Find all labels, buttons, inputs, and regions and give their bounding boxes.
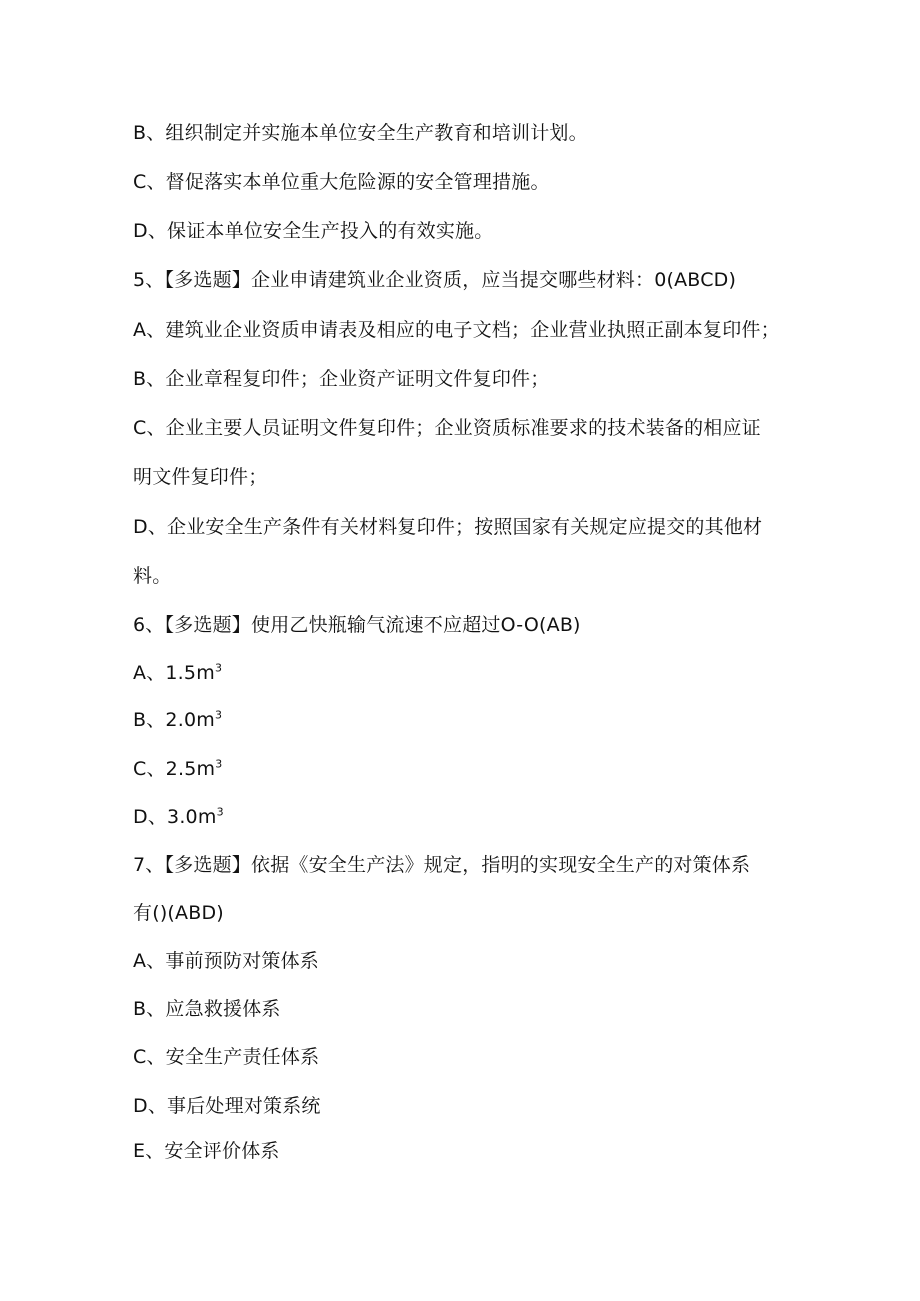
line-text: A、1.5m (133, 662, 215, 684)
text-line (133, 515, 762, 539)
line-text: 明文件复印件； (133, 466, 268, 488)
text-line (133, 901, 224, 925)
line-text: C、企业主要人员证明文件复印件；企业资质标准要求的技术装备的相应证 (133, 417, 761, 439)
line-text: C、2.5m (133, 758, 216, 780)
line-text: A、建筑业企业资质申请表及相应的电子文档；企业营业执照正副本复印件； (133, 319, 780, 341)
text-line (133, 1094, 321, 1118)
superscript: 3 (215, 757, 223, 771)
line-text: D、事后处理对策系统 (133, 1095, 321, 1117)
line-text: D、企业安全生产条件有关材料复印件；按照国家有关规定应提交的其他材 (133, 516, 763, 538)
line-text: B、企业章程复印件；企业资产证明文件复印件； (133, 368, 550, 390)
text-line (133, 805, 224, 829)
line-text: 料。 (133, 565, 172, 587)
line-text: B、2.0m (133, 709, 215, 731)
line-text: E、安全评价体系 (133, 1140, 280, 1162)
text-line (133, 1139, 280, 1163)
line-text: A、事前预防对策体系 (133, 950, 319, 972)
line-text: C、督促落实本单位重大危险源的安全管理措施。 (133, 171, 550, 193)
text-line (133, 121, 588, 145)
line-text: 5、【多选题】企业申请建筑业企业资质，应当提交哪些材料：0(ABCD) (133, 269, 737, 291)
text-line (133, 661, 222, 685)
question-6-line (133, 613, 581, 637)
line-text: 7、【多选题】依据《安全生产法》规定，指明的实现安全生产的对策体系 (133, 854, 751, 876)
text-line (133, 219, 493, 243)
line-text: B、组织制定并实施本单位安全生产教育和培训计划。 (133, 122, 588, 144)
question-5-line (133, 268, 736, 292)
superscript: 3 (216, 805, 224, 819)
line-text: 6、【多选题】使用乙快瓶输气流速不应超过O-O(AB) (133, 614, 581, 636)
text-line (133, 757, 222, 781)
text-line (133, 465, 267, 489)
text-line (133, 170, 550, 194)
text-line (133, 1045, 319, 1069)
text-line (133, 564, 171, 588)
line-text: D、保证本单位安全生产投入的有效实施。 (133, 220, 494, 242)
text-line (133, 708, 222, 732)
line-text: 有()(ABD) (133, 902, 224, 924)
superscript: 3 (214, 661, 223, 675)
text-line (133, 997, 281, 1021)
text-line (133, 949, 319, 973)
line-text: B、应急救援体系 (133, 998, 281, 1020)
line-text: C、安全生产责任体系 (133, 1046, 320, 1068)
line-text: D、3.0m (133, 806, 217, 828)
text-line (133, 367, 549, 391)
question-7-line (133, 853, 750, 877)
text-line (133, 416, 761, 440)
superscript: 3 (214, 708, 223, 722)
text-line (133, 318, 780, 342)
